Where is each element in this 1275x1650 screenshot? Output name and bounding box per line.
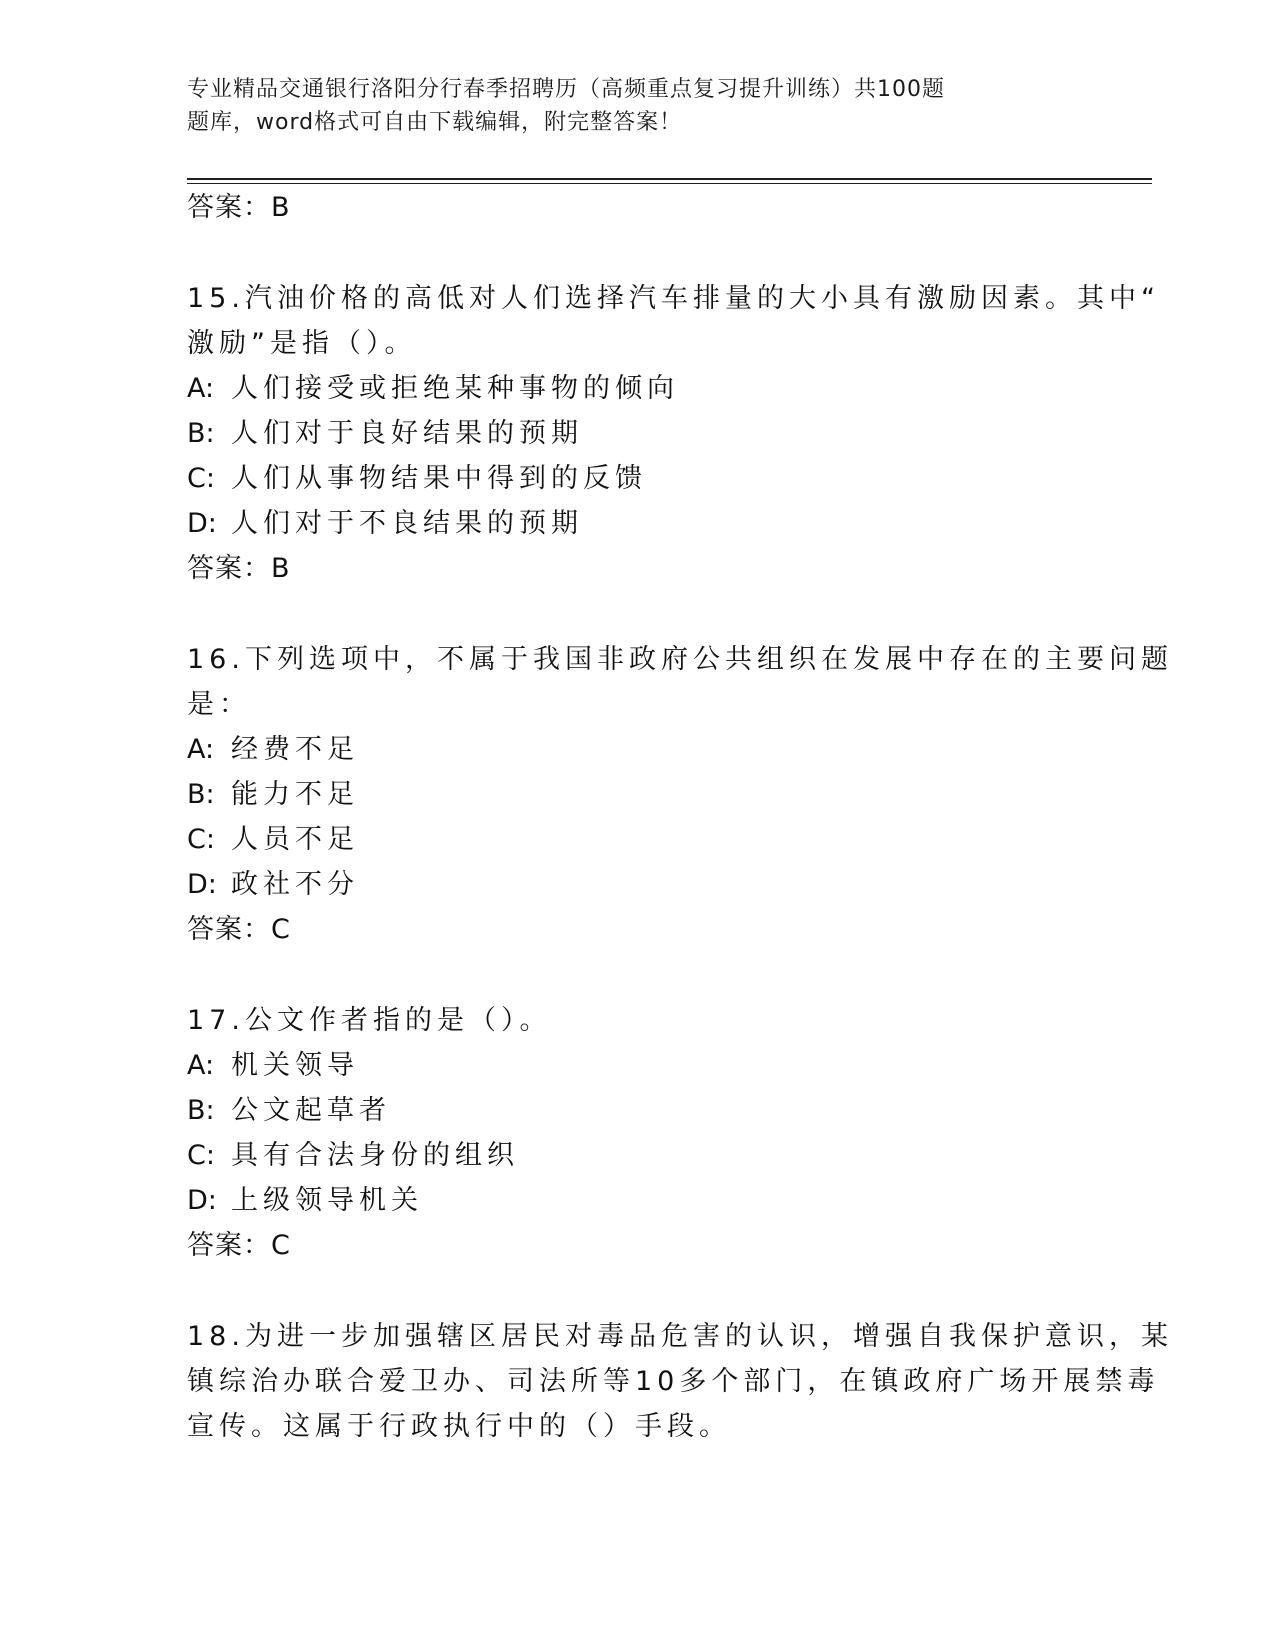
option-text: 人们对于良好结果的预期: [231, 418, 583, 449]
question-text-line: 15.汽油价格的高低对人们选择汽车排量的大小具有激励因素。其中“: [187, 283, 1160, 314]
question-18: [187, 1314, 1173, 1449]
option-b: [187, 1088, 1087, 1133]
option-text: 经费不足: [231, 734, 359, 765]
option-b: [187, 772, 1087, 817]
option-d: [187, 862, 1087, 907]
option-text: 上级领导机关: [231, 1185, 423, 1216]
spacer: [187, 952, 1087, 998]
option-letter: B:: [187, 779, 215, 810]
option-text: 公文起草者: [231, 1095, 391, 1126]
option-letter: D:: [187, 1185, 217, 1216]
question-text-line: 18.为进一步加强辖区居民对毒品危害的认识，增强自我保护意识，某: [187, 1321, 1173, 1352]
option-d: [187, 1178, 1087, 1223]
option-text: 能力不足: [231, 779, 359, 810]
option-b: [187, 411, 1087, 456]
option-text: 人们对于不良结果的预期: [231, 508, 583, 539]
question-text-line: 镇综治办联合爱卫办、司法所等10多个部门，在镇政府广场开展禁毒: [187, 1366, 1160, 1397]
option-text: 人们从事物结果中得到的反馈: [231, 463, 647, 494]
answer-line: 答案：C: [187, 914, 291, 945]
option-letter: A:: [187, 1050, 215, 1081]
option-letter: A:: [187, 734, 215, 765]
previous-answer: 答案：B: [187, 192, 291, 223]
document-header: [187, 73, 1027, 139]
question-list: [187, 185, 1173, 1449]
option-a: [187, 727, 1087, 772]
spacer: [187, 591, 1087, 637]
option-d: [187, 501, 1087, 546]
option-letter: D:: [187, 869, 217, 900]
option-letter: B:: [187, 1095, 215, 1126]
question-text-line: 激励”是指（）。: [187, 328, 417, 359]
option-c: [187, 1133, 1087, 1178]
question-15: [187, 276, 1160, 591]
option-a: [187, 366, 1087, 411]
question-text-line: 17.公文作者指的是（）。: [187, 1005, 552, 1036]
question-text-line: 16.下列选项中，不属于我国非政府公共组织在发展中存在的主要问题: [187, 644, 1173, 675]
header-title-line-1: 专业精品交通银行洛阳分行春季招聘历（高频重点复习提升训练）共100题: [187, 77, 945, 102]
question-text-line: 宣传。这属于行政执行中的（）手段。: [187, 1411, 731, 1442]
option-text: 具有合法身份的组织: [231, 1140, 519, 1171]
option-text: 人们接受或拒绝某种事物的倾向: [231, 373, 679, 404]
answer-line: 答案：B: [187, 553, 291, 584]
option-letter: C:: [187, 463, 215, 494]
question-16: [187, 637, 1173, 952]
option-letter: D:: [187, 508, 217, 539]
option-letter: C:: [187, 1140, 215, 1171]
header-title-line-2: 题库，word格式可自由下载编辑，附完整答案！: [187, 110, 683, 135]
spacer: [187, 230, 1087, 276]
option-letter: A:: [187, 373, 215, 404]
question-text-line: 是：: [187, 689, 251, 720]
spacer: [187, 1268, 1087, 1314]
option-text: 政社不分: [231, 869, 359, 900]
header-divider-thin: [187, 183, 1152, 184]
option-c: [187, 817, 1087, 862]
option-text: 机关领导: [231, 1050, 359, 1081]
option-a: [187, 1043, 1087, 1088]
answer-line: 答案：C: [187, 1230, 291, 1261]
header-divider-thick: [187, 178, 1152, 180]
option-text: 人员不足: [231, 824, 359, 855]
option-letter: C:: [187, 824, 215, 855]
option-c: [187, 456, 1087, 501]
question-17: [187, 998, 1087, 1268]
option-letter: B:: [187, 418, 215, 449]
